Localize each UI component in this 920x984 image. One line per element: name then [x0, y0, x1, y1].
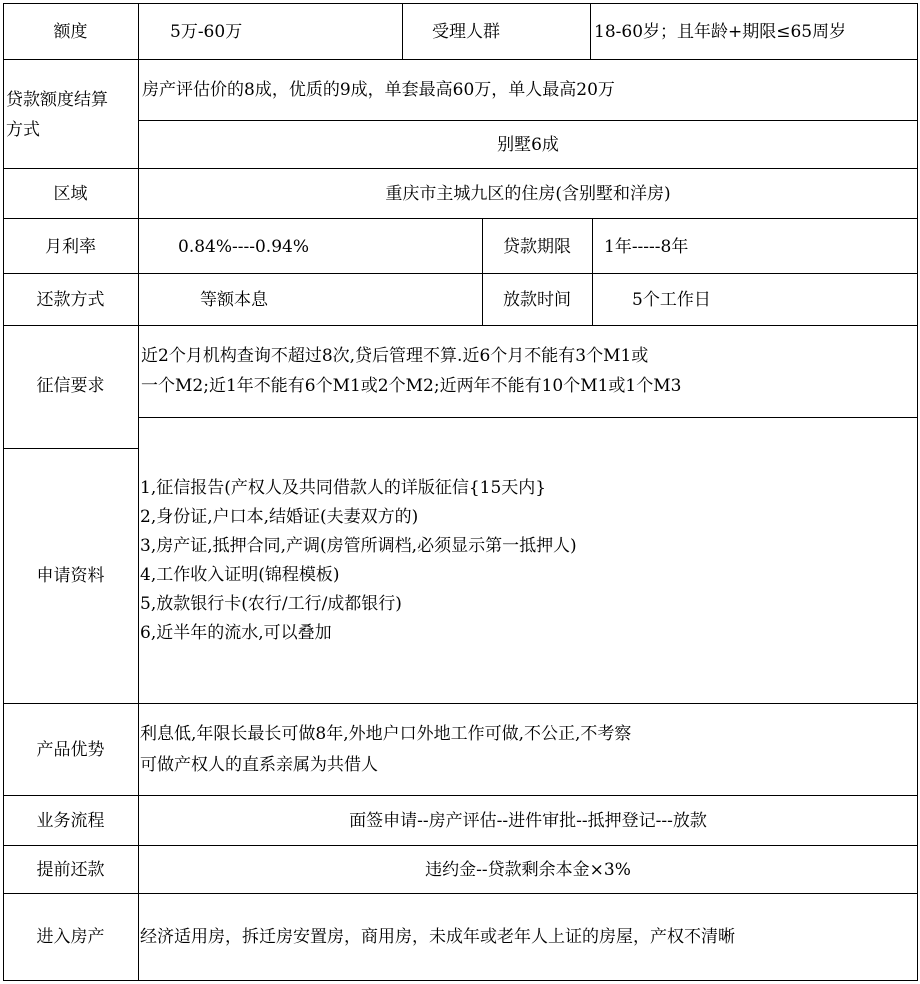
- rule: [3, 273, 918, 274]
- rule: [592, 218, 593, 326]
- rule: [138, 417, 918, 418]
- credit-line2: 一个M2;近1年不能有6个M1或2个M2;近两年不能有10个M1或1个M3: [141, 376, 682, 396]
- area-label: 区域: [53, 184, 88, 204]
- credit-line1: 近2个月机构查询不超过8次,贷后管理不算.近6个月不能有3个M1或: [141, 346, 649, 366]
- rule: [3, 845, 918, 846]
- rule: [3, 795, 918, 796]
- process-label: 业务流程: [36, 811, 105, 831]
- audience-label: 受理人群: [432, 22, 500, 42]
- repay-value: 等额本息: [200, 290, 268, 310]
- docs-item: 5,放款银行卡(农行/工行/成都银行): [140, 594, 402, 614]
- rule: [3, 703, 918, 704]
- calc-line1: 房产评估价的8成，优质的9成，单套最高60万，单人最高20万: [142, 80, 615, 100]
- term-value: 1年-----8年: [604, 237, 689, 257]
- docs-item: 6,近半年的流水,可以叠加: [140, 623, 332, 643]
- calc-label-line2: 方式: [6, 120, 40, 140]
- rule: [3, 3, 918, 4]
- rule: [3, 59, 918, 60]
- rule: [3, 980, 918, 981]
- rate-label: 月利率: [45, 237, 96, 257]
- audience-value: 18-60岁；且年龄+期限≤65周岁: [594, 22, 847, 42]
- calc-label-line1: 贷款额度结算: [6, 90, 108, 110]
- rule: [3, 893, 918, 894]
- rule: [3, 448, 138, 449]
- rule: [138, 120, 918, 121]
- area-value: 重庆市主城九区的住房(含别墅和洋房): [385, 184, 671, 204]
- term-label: 贷款期限: [503, 237, 571, 257]
- prepay-label: 提前还款: [36, 860, 105, 880]
- rate-value: 0.84%----0.94%: [178, 237, 309, 257]
- docs-label: 申请资料: [36, 566, 105, 586]
- disburse-value: 5个工作日: [632, 290, 711, 310]
- advantage-line1: 利息低,年限长最长可做8年,外地户口外地工作可做,不公正,不考察: [140, 724, 632, 744]
- property-value: 经济适用房，拆迁房安置房，商用房，未成年或老年人上证的房屋，产权不清晰: [140, 927, 735, 947]
- repay-label: 还款方式: [36, 290, 105, 310]
- rule: [3, 3, 4, 981]
- rule: [3, 168, 918, 169]
- docs-item: 1,征信报告(产权人及共同借款人的详版征信{15天内}: [140, 478, 547, 498]
- process-value: 面签申请--房产评估--进件审批--抵押登记---放款: [349, 811, 707, 831]
- calc-line2: 别墅6成: [497, 135, 559, 155]
- advantage-line2: 可做产权人的直系亲属为共借人: [140, 755, 378, 775]
- docs-item: 4,工作收入证明(锦程模板): [140, 565, 340, 585]
- rule: [402, 3, 403, 60]
- rule: [3, 325, 918, 326]
- prepay-value: 违约金--贷款剩余本金×3%: [425, 860, 631, 880]
- rule: [590, 3, 591, 60]
- quota-label: 额度: [53, 22, 88, 42]
- disburse-label: 放款时间: [503, 290, 571, 310]
- docs-item: 2,身份证,户口本,结婚证(夫妻双方的): [140, 507, 419, 527]
- quota-value: 5万-60万: [170, 22, 243, 42]
- credit-label: 征信要求: [36, 376, 105, 396]
- docs-item: 3,房产证,抵押合同,产调(房管所调档,必须显示第一抵押人): [140, 536, 577, 556]
- property-label: 进入房产: [36, 927, 105, 947]
- rule: [3, 218, 918, 219]
- advantage-label: 产品优势: [36, 740, 105, 760]
